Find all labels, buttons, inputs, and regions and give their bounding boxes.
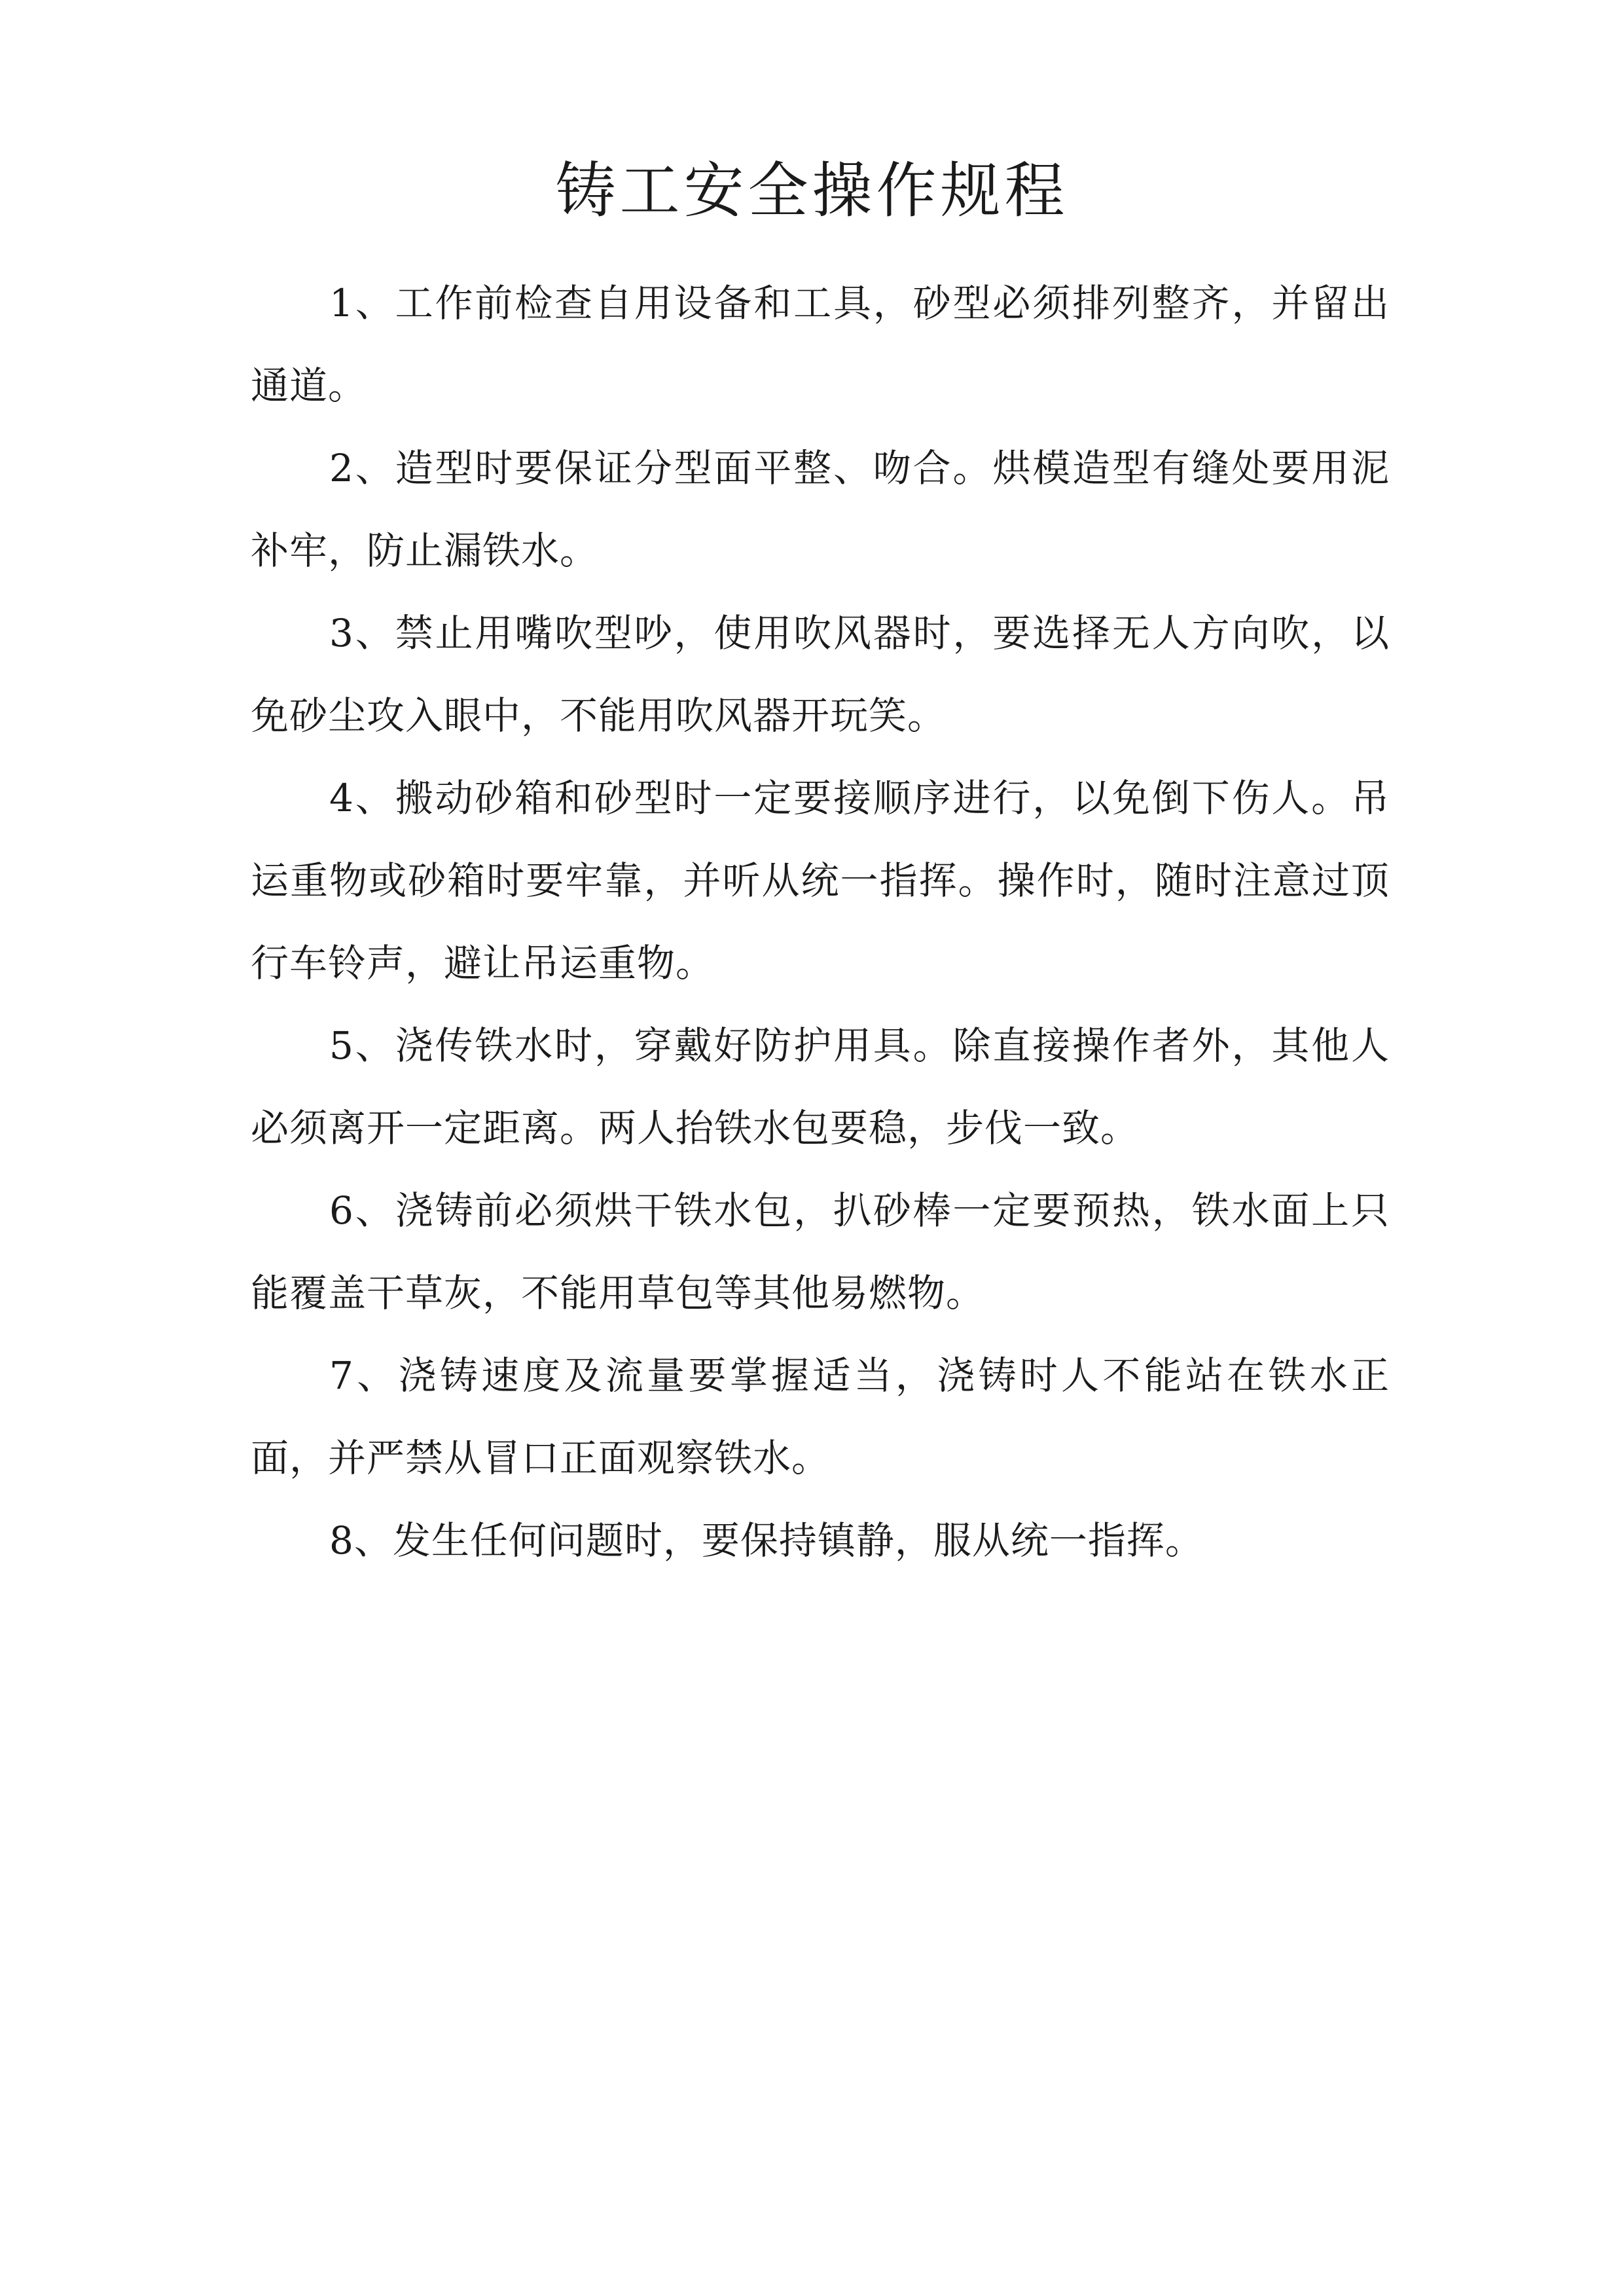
rule-paragraph-8: 8、发生任何问题时，要保持镇静，服从统一指挥。 bbox=[329, 1518, 1204, 1563]
rule-paragraph-6: 6、浇铸前必须烘干铁水包，扒砂棒一定要预热，铁水面上只能覆盖干草灰，不能用草包等其他易燃物。 bbox=[251, 1188, 1390, 1315]
document-title: 铸工安全操作规程 bbox=[555, 156, 1069, 226]
rule-paragraph-1: 1、工作前检查自用设备和工具，砂型必须排列整齐，并留出通道。 bbox=[251, 281, 1390, 408]
rule-paragraph-7: 7、浇铸速度及流量要掌握适当，浇铸时人不能站在铁水正面，并严禁从冒口正面观察铁水。 bbox=[251, 1353, 1390, 1480]
rule-paragraph-2: 2、造型时要保证分型面平整、吻合。烘模造型有缝处要用泥补牢，防止漏铁水。 bbox=[251, 446, 1390, 573]
rule-paragraph-4: 4、搬动砂箱和砂型时一定要接顺序进行，以免倒下伤人。吊运重物或砂箱时要牢靠，并听从统一指挥。操作时，随时注意过顶行车铃声，避让吊运重物。 bbox=[251, 776, 1390, 985]
rule-paragraph-3: 3、禁止用嘴吹型吵，使用吹风器时，要选择无人方向吹，以免砂尘攻入眼中，不能用吹风器开玩笑。 bbox=[251, 611, 1390, 738]
rule-paragraph-5: 5、浇传铁水时，穿戴好防护用具。除直接操作者外，其他人必须离开一定距离。两人抬铁水包要稳，步伐一致。 bbox=[251, 1023, 1390, 1150]
document-body bbox=[251, 262, 1390, 1582]
